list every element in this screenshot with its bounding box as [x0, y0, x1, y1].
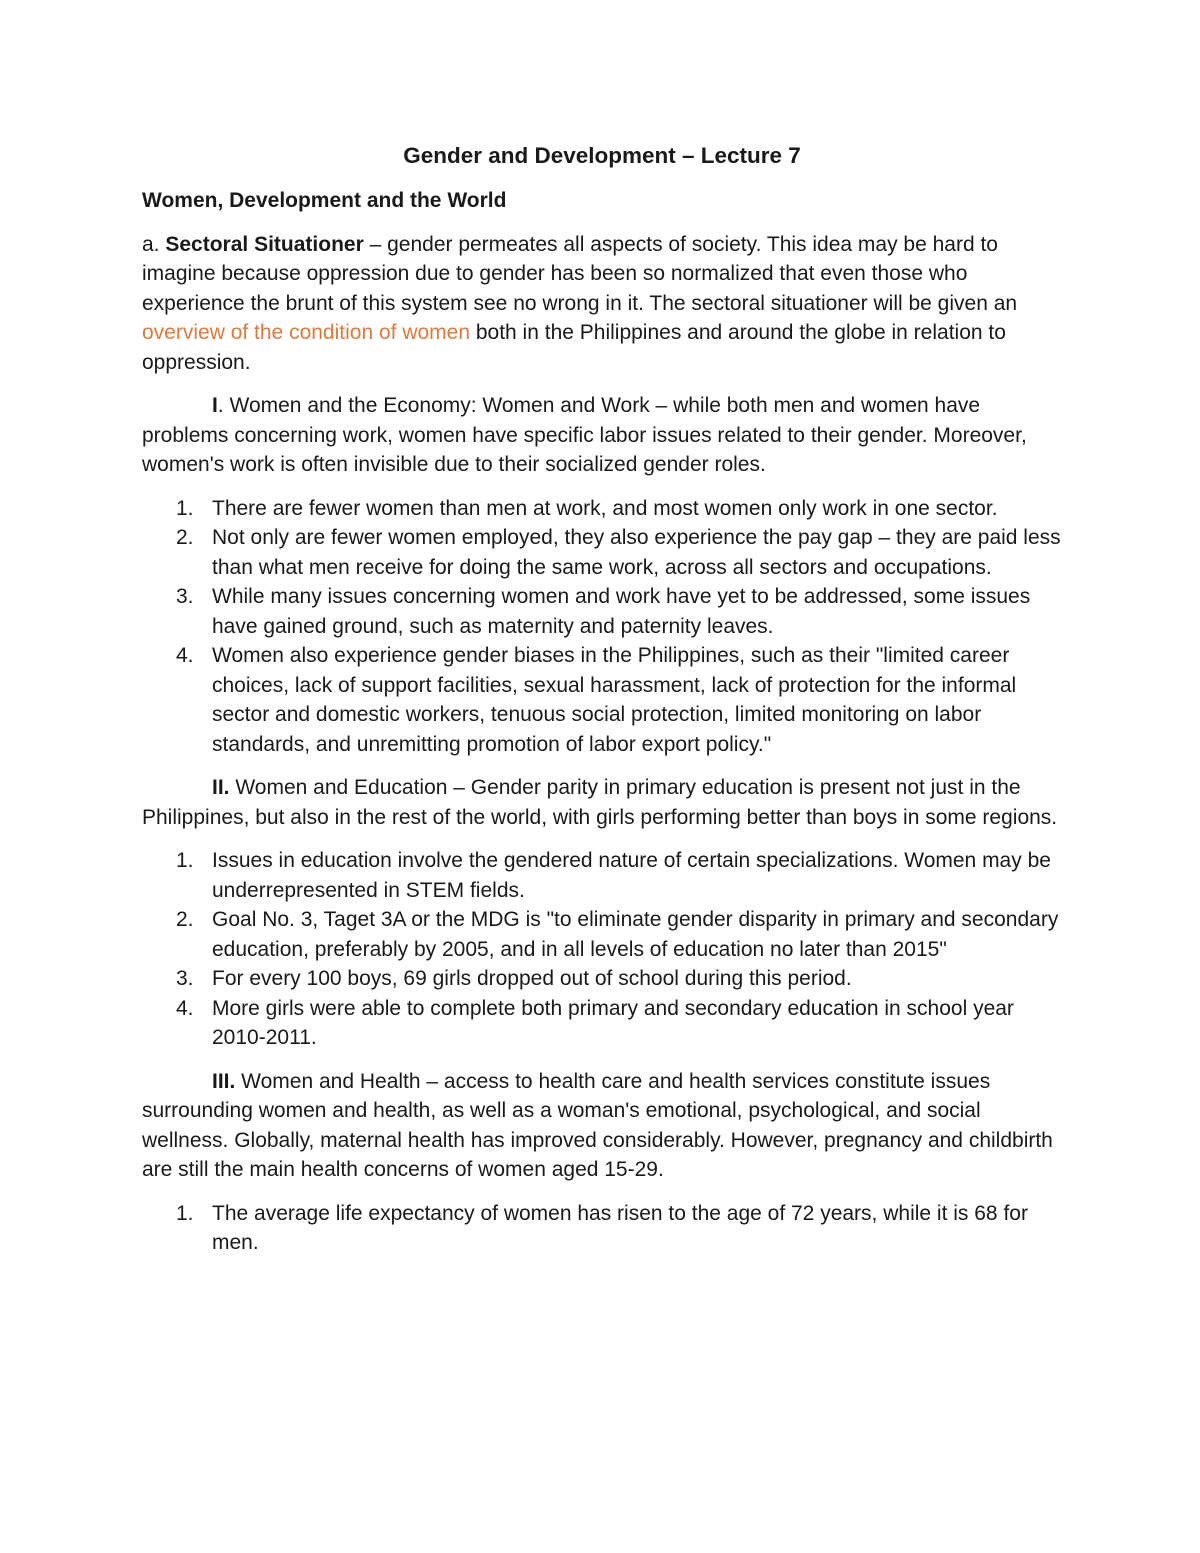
- document-title: Gender and Development – Lecture 7: [403, 143, 801, 168]
- document-page: [142, 140, 1062, 1272]
- intro-text-2: both in the Philippines and around the globe in relation to oppression.: [142, 321, 1006, 374]
- section-2-paragraph: [142, 773, 1062, 832]
- section-3-text: Women and Health – access to health care and health services constitute issues surrounding women and health, as well as a woman's emotional, psychological, and social wellness. Globally, maternal health has improved considerably. However, pregnancy and childbirth are still the main health concerns of women aged 15-29.: [142, 1069, 1053, 1181]
- list-item-number: 1.: [176, 849, 194, 872]
- section-3-numeral: III.: [212, 1069, 236, 1093]
- list-item-text: Women also experience gender biases in the Philippines, such as their "limited career choices, lack of support facilities, sexual harassment, lack of protection for the informal sector and domestic workers, tenuous social protection, limited monitoring on labor standards, and unremitting promotion of labor export policy.": [212, 644, 1017, 756]
- list-item-text: For every 100 boys, 69 girls dropped out of school during this period.: [212, 967, 852, 990]
- section-1-numeral: I: [212, 394, 218, 417]
- list-item: [142, 994, 1062, 1053]
- list-item-number: 3.: [176, 967, 194, 990]
- list-item-text: While many issues concerning women and work have yet to be addressed, some issues have gained ground, such as maternity and paternity leaves.: [212, 585, 1031, 638]
- list-item: [142, 905, 1062, 964]
- list-item-number: 3.: [176, 585, 194, 608]
- intro-highlight: overview of the condition of women: [142, 321, 471, 344]
- list-item-number: 1.: [176, 1201, 194, 1225]
- section-2-text: Women and Education – Gender parity in primary education is present not just in the Philippines, but also in the rest of the world, with girls performing better than boys in some regions.: [142, 776, 1058, 829]
- section-2-list: [142, 846, 1062, 1053]
- list-item: [142, 1199, 1062, 1258]
- list-item: [142, 494, 1062, 524]
- intro-bold-term: Sectoral Situationer: [165, 232, 364, 256]
- intro-prefix: a.: [142, 232, 166, 256]
- section-3-list: [142, 1199, 1062, 1258]
- list-item: [142, 846, 1062, 905]
- section-1-paragraph: [142, 391, 1062, 480]
- list-item-text: There are fewer women than men at work, and most women only work in one sector.: [212, 496, 998, 520]
- list-item: [142, 582, 1062, 641]
- list-item-number: 4.: [176, 996, 194, 1020]
- list-item-number: 1.: [176, 496, 194, 520]
- intro-text-1: – gender permeates all aspects of society. This idea may be hard to imagine because oppression due to gender has been so normalized that even those who experience the brunt of this system see no wrong in it. The sectoral situationer will be given an: [142, 232, 1018, 315]
- document-subtitle: Women, Development and the World: [142, 189, 507, 212]
- section-3-paragraph: [142, 1067, 1062, 1185]
- section-2-numeral: II.: [212, 776, 230, 799]
- list-item-text: More girls were able to complete both primary and secondary education in school year 2010-2011.: [212, 996, 1014, 1049]
- list-item: [142, 964, 1062, 994]
- list-item-number: 2.: [176, 526, 194, 549]
- list-item-text: Issues in education involve the gendered nature of certain specializations. Women may be underrepresented in STEM fields.: [212, 849, 1051, 902]
- list-item: [142, 523, 1062, 582]
- list-item-text: Goal No. 3, Taget 3A or the MDG is "to eliminate gender disparity in primary and secondary education, preferably by 2005, and in all levels of education no later than 2015": [212, 908, 1059, 961]
- list-item-text: Not only are fewer women employed, they also experience the pay gap – they are paid less than what men receive for doing the same work, across all sectors and occupations.: [212, 526, 1061, 579]
- section-1-list: [142, 494, 1062, 760]
- intro-paragraph: [142, 230, 1062, 378]
- list-item-text: The average life expectancy of women has risen to the age of 72 years, while it is 68 for men.: [212, 1201, 1028, 1254]
- list-item-number: 4.: [176, 644, 194, 667]
- section-1-text: . Women and the Economy: Women and Work – while both men and women have problems concerning work, women have specific labor issues related to their gender. Moreover, women's work is often invisible due to their socialized gender roles.: [142, 394, 1027, 476]
- list-item-number: 2.: [176, 908, 194, 931]
- list-item: [142, 641, 1062, 759]
